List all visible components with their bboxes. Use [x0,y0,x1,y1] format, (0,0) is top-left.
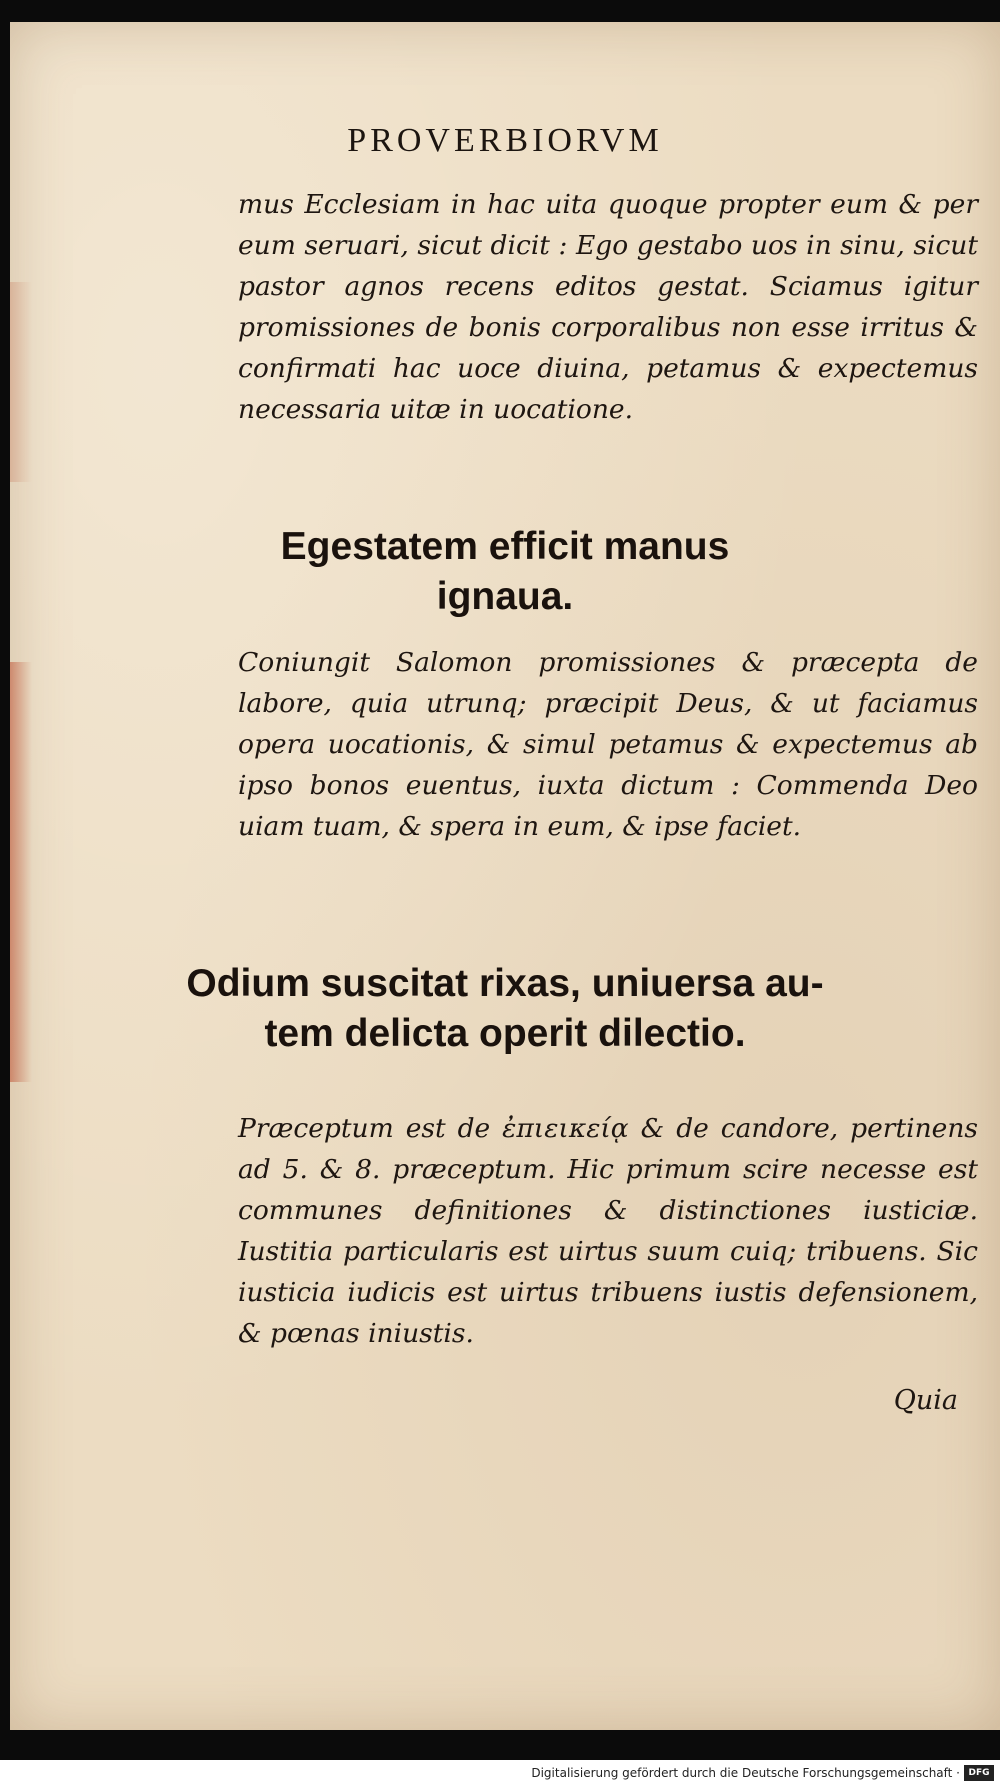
section-heading-2-line-1: Odium suscitat rixas, uniuersa au- [186,962,824,1005]
catchword: Quia [893,1385,958,1416]
running-head: PROVERBIORVM [347,122,663,159]
section-heading-2-line-2: tem delicta operit dilectio. [264,1012,746,1055]
section-heading-1 [10,522,1000,622]
digitization-credit: Digitalisierung gefördert durch die Deutsche Forschungsgemeinschaft · [531,1766,960,1780]
book-page [10,22,1000,1730]
paragraph-3: Præceptum est de ἐπιεικείᾳ & de candore, pertinens ad 5. & 8. præceptum. Hic primum scire necesse est communes definitiones & distinctiones iusticiæ. Iustitia particularis est uirtus suum cuiq; tribuens. Sic iusticia iudicis est uirtus tribuens iustis defensionem, & pœnas iniustis. [238,1113,978,1349]
page-edge-stain-upper [10,282,32,482]
section-heading-2 [10,959,1000,1059]
section-heading-1-line-2: ignaua. [436,575,574,618]
footer-bar [0,1760,1000,1788]
paragraph-2: Coniungit Salomon promissiones & præcepta de labore, quia utrunq; præcipit Deus, & ut faciamus opera uocationis, & simul petamus & expectemus ab ipso bonos euentus, iuxta dictum : Commenda Deo uiam tuam, & spera in eum, & ipse faciet. [238,647,978,842]
dfg-logo-icon: DFG [964,1765,994,1781]
paragraph-1: mus Ecclesiam in hac uita quoque propter eum & per eum seruari, sicut dicit : Ego gestabo uos in sinu, sicut pastor agnos recens editos gestat. Sciamus igitur promissiones de bonis corporalibus non esse irritus & confirmati hac uoce diuina, petamus & expectemus necessaria uitæ in uocatione. [238,189,978,425]
section-heading-1-line-1: Egestatem efficit manus [280,525,730,568]
